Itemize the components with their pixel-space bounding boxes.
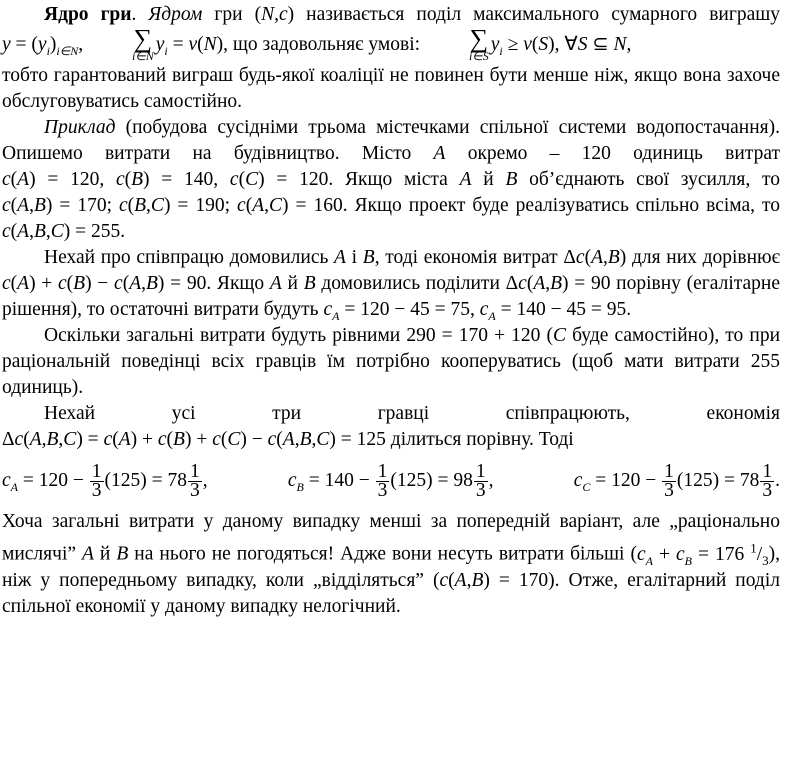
formula-share-b: $c_B = 140$ − $\frac{1}{3}$ (125) = 98 $\frac{1}{3}$ , <box>287 460 494 501</box>
formula-share-c: $c_C = 120$ − $\frac{1}{3}$ (125) = 78 $\frac{1}{3}$ . <box>573 460 780 501</box>
paragraph-cooperation-ab: Нехай про співпрацю домовились A і B, тоді економія витрат Δc(A,B) для них дорівнює c(A) + c(B) − c(A,B) = 90. Якщо A й B домовились поділити Δc(A,B) = 90 порівну (егалітарне рішення), то остаточні витрати будуть $c_A = 120 - 45 = 75$, $c_A = 140 - 45 = 95$. <box>2 247 781 323</box>
formula-savings-value: c(A) + c(B) − c(A,B) = 90 <box>2 273 207 294</box>
paragraph-total-costs: Оскільки загальні витрати будуть рівними 290 = 170 + 120 (C буде самостійно), то при раціональній поведінці всіх гравців їм потрібно кооперуватись (щоб мати витрати 255 одиниць). <box>2 325 780 398</box>
term-title: Ядро гри <box>44 4 132 25</box>
formula-egalitarian-shares <box>2 455 780 507</box>
formula-final-costs: $c_A = 120 - 45 = 75$, $c_A = 140 - 45 = 95$. <box>323 299 632 323</box>
formula-share-a: $c_A = 120$ − $\frac{1}{3}$ (125) = 78 $\frac{1}{3}$ , <box>2 460 208 501</box>
paragraph-all-cooperate: Δc(A,B,C) = c(A) + c(B) + c(C) − c(A,B,C) = 125 ділиться порівну. Тоді <box>2 429 574 450</box>
formula-sum-ab: $c_A + c_B = 176$ $^1/_3$ <box>636 540 769 568</box>
formula-single-costs: c(A) = 120, c(B) = 140, c(C) = 120 <box>2 169 329 190</box>
formula-payoff: $y = (y_i)_{i\in N}$, ∑ i∈N $y_i = v(N)$ <box>2 24 224 63</box>
formula-290: 290 = 170 + 120 <box>406 325 541 346</box>
paragraph-core-definition: Ядро гри. Ядром гри (N,c) називається поділ максимального сумарного виграшу $y = (y_i)_{i\in N}$, ∑ i∈N $y_i = v(N)$, що задовольняє умові: ∑ i∈S $y_i \ge v(S)$, ∀S ⊆ N, <box>2 4 781 63</box>
paragraph-core-explanation: тобто гарантований виграш будь-якої коаліції не повинен бути менше ніж, якщо вона захоче обслуговуватись самостійно. <box>2 65 780 112</box>
term-italic: Ядром <box>148 4 203 25</box>
formula-savings: Δc(A,B) <box>563 247 627 268</box>
paragraph-conclusion: Хоча загальні витрати у даному випадку менші за попередній варіант, але „раціонально мислячі” A й B на нього не погодяться! Адже вони несуть витрати більші ($c_A + c_B = 176$ $^1/_3$), ніж у попередньому випадку, коли „відділяться” (c(A,B) = 170). Отже, егалітарний поділ спільної економії у даному випадку нелогічний. <box>2 511 781 617</box>
formula-total-cost: c(A,B,C) = 255. <box>2 221 126 242</box>
formula-cab-170: c(A,B) = 170 <box>439 569 549 591</box>
formula-savings-90: Δc(A,B) = 90 <box>505 273 611 294</box>
paragraph-all-cooperate-line: Нехай усі три гравці співпрацюють, економія <box>44 403 780 424</box>
formula-pair-costs: c(A,B) = 170; c(B,C) = 190; c(A,C) = 160 <box>2 195 343 216</box>
formula-game: (N,c) <box>254 4 295 25</box>
formula-savings-125: Δc(A,B,C) = c(A) + c(B) + c(C) − c(A,B,C) = 125 <box>2 429 386 450</box>
example-label: Приклад <box>44 117 116 138</box>
formula-condition: ∑ i∈S $y_i \ge v(S)$, ∀S ⊆ N, <box>468 24 632 63</box>
paragraph-example: Приклад (побудова сусідніми трьома містечками спільної системи водопостачання). Опишемо витрати на будівництво. Місто A окремо – 120 одиниць витрат c(A) = 120, c(B) = 140, c(C) = 120. Якщо міста A й B об’єднають свої зусилля, то c(A,B) = 170; c(B,C) = 190; c(A,C) = 160. Якщо проект буде реалізуватись спільно всіма, то c(A,B,C) = 255. <box>2 117 781 242</box>
